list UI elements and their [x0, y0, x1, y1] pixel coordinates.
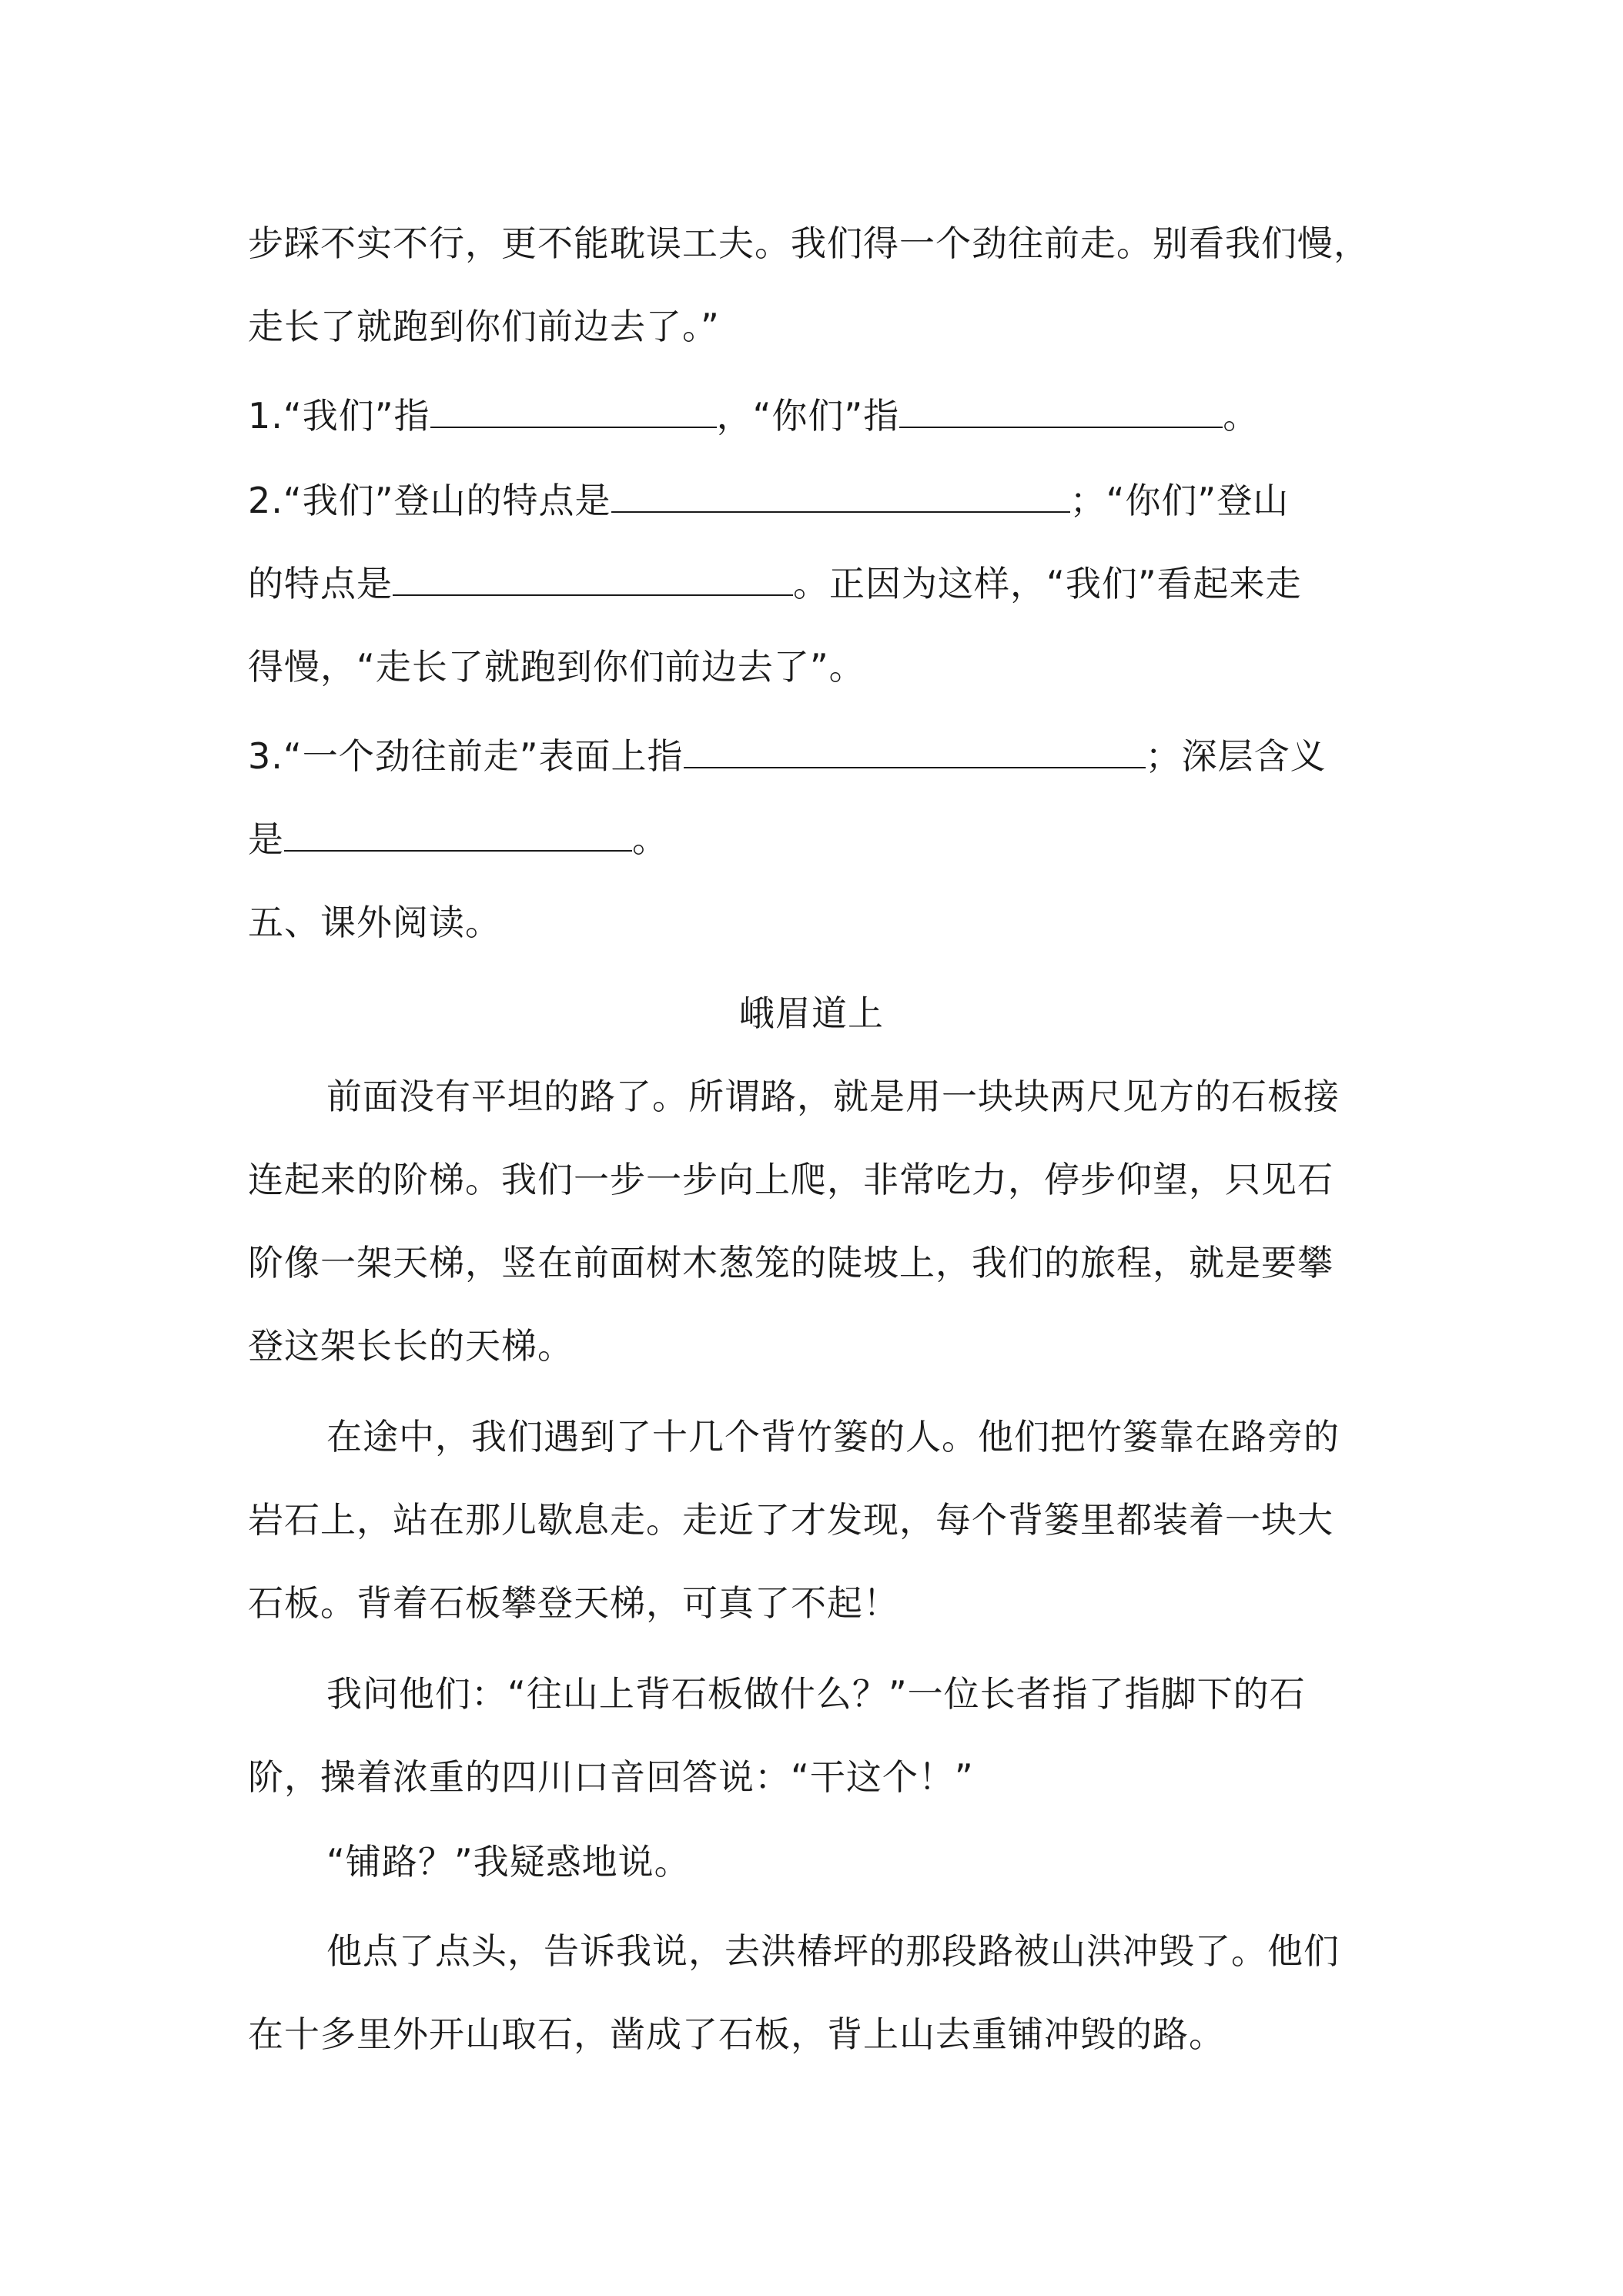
paragraph-line: 阶，操着浓重的四川口音回答说：“干这个！”	[248, 1756, 974, 1798]
question-text: ；深层含义	[1145, 735, 1327, 777]
answer-blank[interactable]	[899, 393, 1223, 428]
question-2	[248, 561, 1302, 607]
paragraph-line: 岩石上，站在那儿歇息走。走近了才发现，每个背篓里都装着一块大	[248, 1499, 1334, 1541]
question-text: 。	[632, 818, 668, 860]
passage-line: 走长了就跑到你们前边去了。”	[248, 306, 720, 347]
question-2	[248, 477, 1289, 524]
question-3	[248, 733, 1327, 779]
question-text: 。正因为这样，“我们”看起来走	[793, 563, 1302, 604]
paragraph-line: 石板。背着石板攀登天梯，可真了不起！	[248, 1582, 899, 1624]
question-text: 。	[1223, 395, 1260, 437]
question-text: ；“你们”登山	[1069, 480, 1290, 521]
answer-blank[interactable]	[684, 733, 1146, 768]
question-text: 的特点是	[248, 563, 393, 604]
passage-line: 步踩不实不行，更不能耽误工夫。我们得一个劲往前走。别看我们慢，	[248, 223, 1370, 264]
paragraph-line: 在途中，我们遇到了十几个背竹篓的人。他们把竹篓靠在路旁的	[326, 1416, 1340, 1458]
paragraph-line: 在十多里外开山取石，凿成了石板，背上山去重铺冲毁的路。	[248, 2013, 1225, 2055]
section-heading: 五、课外阅读。	[248, 902, 501, 943]
paragraph-line: 连起来的阶梯。我们一步一步向上爬，非常吃力，停步仰望，只见石	[248, 1159, 1334, 1200]
question-text: ，“你们”指	[716, 395, 900, 437]
question-text: 3.“一个劲往前走”表面上指	[248, 735, 684, 777]
article-title: 峨眉道上	[739, 992, 884, 1034]
paragraph-line: 前面没有平坦的路了。所谓路，就是用一块块两尺见方的石板接	[326, 1076, 1340, 1117]
answer-blank[interactable]	[284, 816, 632, 852]
question-text: 是	[248, 818, 284, 860]
question-3	[248, 816, 668, 862]
paragraph-line: 登这架长长的天梯。	[248, 1325, 574, 1367]
question-2: 得慢，“走长了就跑到你们前边去了”。	[248, 646, 865, 688]
paragraph-line: 他点了点头，告诉我说，去洪椿坪的那段路被山洪冲毁了。他们	[326, 1930, 1340, 1972]
answer-blank[interactable]	[430, 393, 717, 428]
question-1	[248, 393, 1259, 439]
question-text: 2.“我们”登山的特点是	[248, 480, 611, 521]
answer-blank[interactable]	[611, 477, 1070, 513]
answer-blank[interactable]	[393, 561, 793, 596]
paragraph-line: “铺路？”我疑惑地说。	[326, 1841, 691, 1883]
paragraph-line: 阶像一架天梯，竖在前面树木葱笼的陡坡上，我们的旅程，就是要攀	[248, 1242, 1334, 1284]
paragraph-line: 我问他们：“往山上背石板做什么？”一位长者指了指脚下的石	[326, 1673, 1306, 1715]
question-text: 1.“我们”指	[248, 395, 430, 437]
